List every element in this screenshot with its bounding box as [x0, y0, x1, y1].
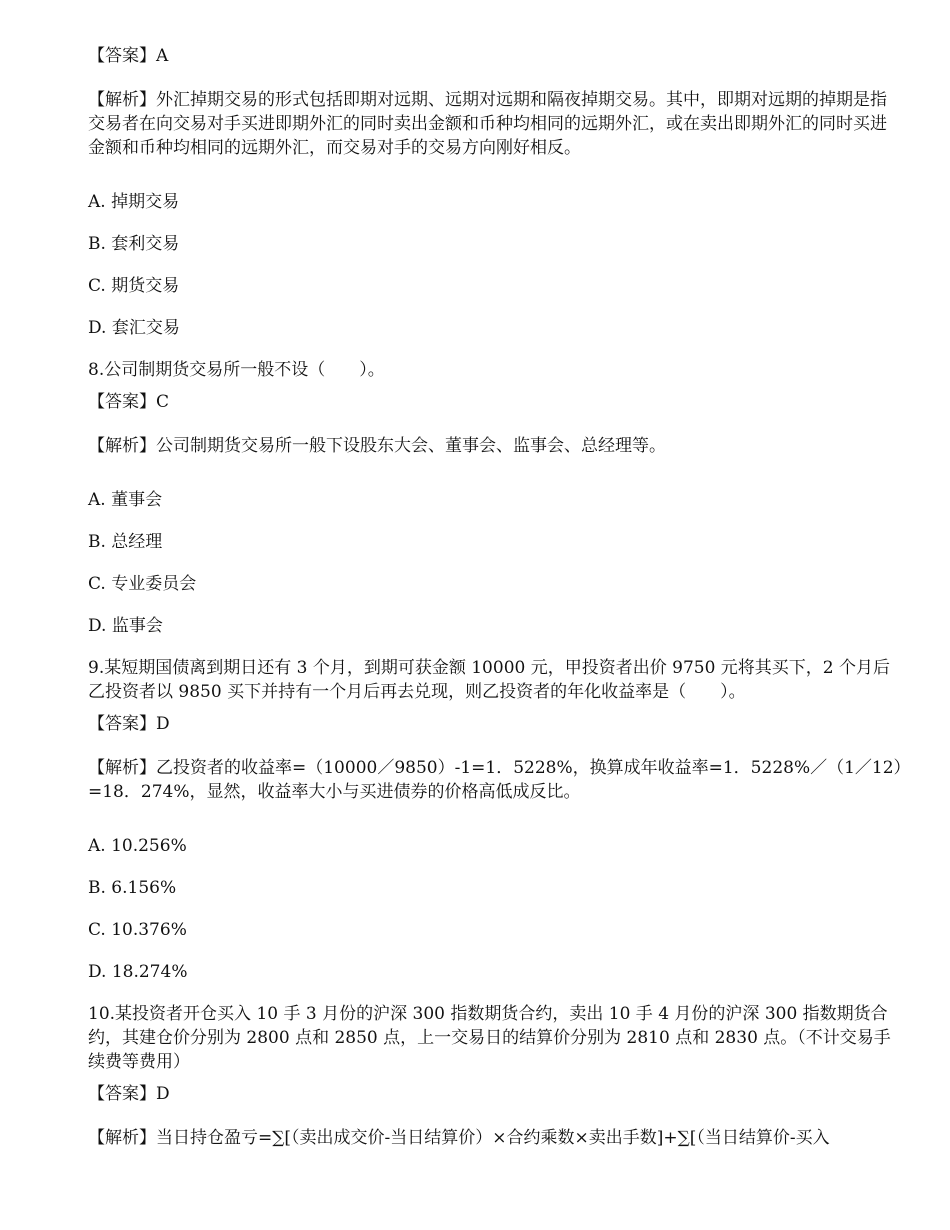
- option-c: C. 10.376%: [88, 920, 187, 940]
- question-8: 8.公司制期货交易所一般不设（ ）。: [88, 360, 385, 380]
- answer-label: 【答案】D: [88, 714, 170, 734]
- document-page: [88, 44, 903, 1168]
- answer-label: 【答案】C: [88, 392, 170, 412]
- question-10: 10.某投资者开仓买入 10 手 3 月份的沪深 300 指数期货合约，卖出 10 手 4 月份的沪深 300 指数期货合约，其建仓价分别为 2800 点和 2850 点，上一交易日的结算价分别为 2810 点和 2830 点。（不计交易手续费等费用）: [88, 1004, 891, 1072]
- answer-label: 【答案】D: [88, 1084, 170, 1104]
- option-d: D. 套汇交易: [88, 318, 180, 338]
- analysis-text: 【解析】当日持仓盈亏=∑[（卖出成交价-当日结算价）×合约乘数×卖出手数]+∑[（当日结算价-买入: [88, 1128, 830, 1148]
- option-d: D. 监事会: [88, 616, 163, 636]
- option-b: B. 总经理: [88, 532, 163, 552]
- option-c: C. 专业委员会: [88, 574, 197, 594]
- option-a: A. 董事会: [88, 490, 163, 510]
- option-d: D. 18.274%: [88, 962, 188, 982]
- option-b: B. 套利交易: [88, 234, 180, 254]
- question-9: 9.某短期国债离到期日还有 3 个月，到期可获金额 10000 元，甲投资者出价 9750 元将其买下，2 个月后乙投资者以 9850 买下并持有一个月后再去兑现，则乙投资者的年化收益率是（ ）。: [88, 658, 891, 702]
- analysis-text: 【解析】乙投资者的收益率=（10000／9850）-1=1．5228%，换算成年收益率=1．5228%／（1／12）=18．274%，显然，收益率大小与买进债券的价格高低成反比。: [88, 758, 903, 802]
- option-b: B. 6.156%: [88, 878, 177, 898]
- option-c: C. 期货交易: [88, 276, 180, 296]
- answer-label: 【答案】A: [88, 46, 169, 66]
- option-a: A. 掉期交易: [88, 192, 180, 212]
- analysis-text: 【解析】外汇掉期交易的形式包括即期对远期、远期对远期和隔夜掉期交易。其中，即期对远期的掉期是指交易者在向交易对手买进即期外汇的同时卖出金额和币种均相同的远期外汇，或在卖出即期外汇的同时买进金额和币种均相同的远期外汇，而交易对手的交易方向刚好相反。: [88, 90, 887, 158]
- option-a: A. 10.256%: [88, 836, 187, 856]
- analysis-text: 【解析】公司制期货交易所一般下设股东大会、董事会、监事会、总经理等。: [88, 436, 666, 456]
